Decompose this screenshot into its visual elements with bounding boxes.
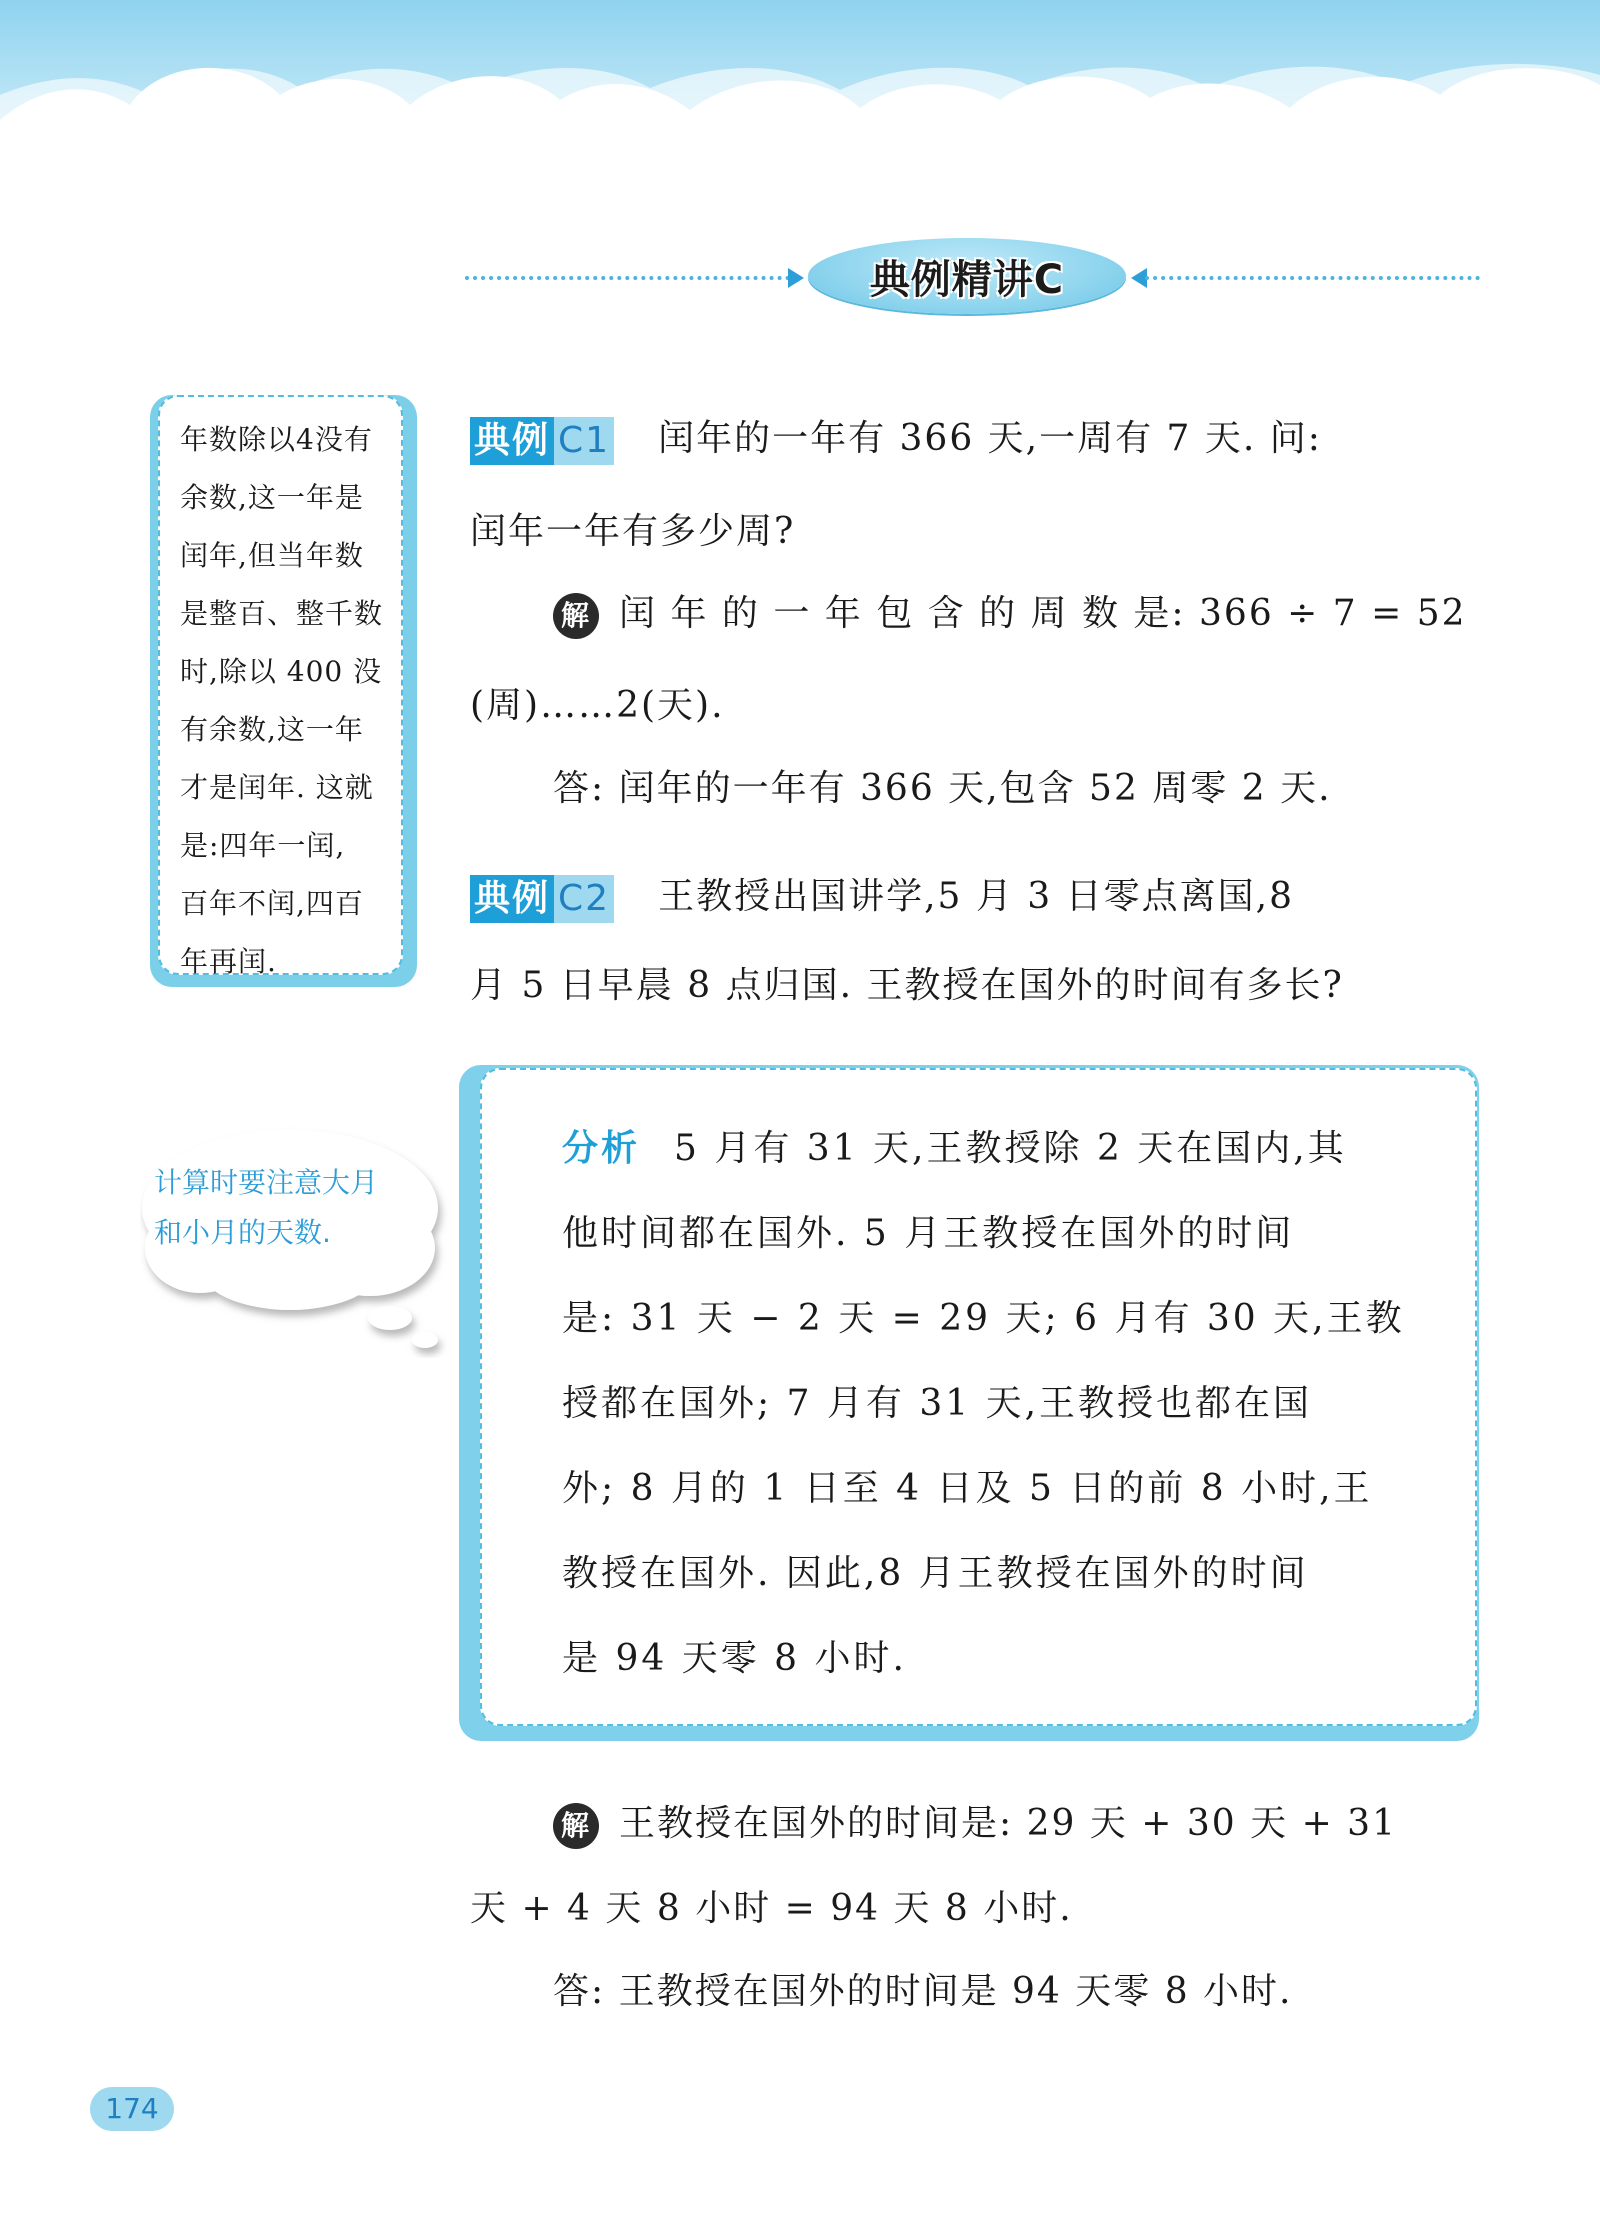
example1-solution-line2: (周)……2(天). [470, 685, 725, 726]
sidebar-note-body [158, 395, 403, 978]
example2-question-line2: 月 5 日早晨 8 点归国. 王教授在国外的时间有多长? [470, 965, 1344, 1006]
example1-question [470, 410, 1322, 465]
example-tag-code: C2 [554, 875, 614, 923]
sidebar-note-line: 闰年,但当年数 [180, 539, 364, 572]
example-tag-main: 典例 [470, 875, 554, 923]
sidebar-note-line: 是整百、整千数 [180, 597, 384, 630]
analysis-label: 分析 [562, 1128, 641, 1169]
thought-bubble-line: 计算时要注意大月 [154, 1166, 379, 1199]
dotted-rule-right [1145, 276, 1480, 280]
sidebar-note-line: 余数,这一年是 [180, 481, 364, 514]
thought-bubble [140, 1118, 450, 1358]
analysis-line: 是: 31 天 − 2 天 = 29 天; 6 月有 30 天,王教 [562, 1298, 1405, 1339]
example2-solution [553, 1795, 1397, 1849]
analysis-box [480, 1068, 1477, 1726]
analysis-line: 外; 8 月的 1 日至 4 日及 5 日的前 8 小时,王 [562, 1468, 1373, 1509]
arrow-right-icon [788, 268, 804, 288]
sidebar-note-line: 年再闰. [180, 945, 277, 978]
solution-badge: 解 [553, 1803, 599, 1849]
section-title-pill [808, 238, 1126, 314]
example2-question-line1: 王教授出国讲学,5 月 3 日零点离国,8 [658, 876, 1294, 917]
sidebar-note-line: 时,除以 400 没 [180, 655, 383, 688]
section-title: 典例精讲C [869, 256, 1065, 303]
example1-tag [470, 417, 614, 465]
example-tag-main: 典例 [470, 417, 554, 465]
example1-solution-line1: 闰 年 的 一 年 包 含 的 周 数 是: 366 ÷ 7 = 52 [619, 593, 1467, 634]
sidebar-note-line: 才是闰年. 这就 [180, 771, 374, 804]
page-number: 174 [90, 2087, 174, 2131]
sidebar-note [150, 395, 417, 987]
sidebar-note-line: 有余数,这一年 [180, 713, 364, 746]
example2-tag [470, 875, 614, 923]
sidebar-note-line: 年数除以4没有 [180, 423, 373, 456]
analysis-line [562, 1120, 1347, 1171]
example2-solution-line1: 王教授在国外的时间是: 29 天 + 30 天 + 31 [619, 1803, 1397, 1844]
sidebar-note-line: 是:四年一闰, [180, 829, 346, 862]
thought-bubble-text [154, 1158, 424, 1258]
sidebar-note-line: 百年不闰,四百 [180, 887, 364, 920]
analysis-line: 他时间都在国外. 5 月王教授在国外的时间 [562, 1213, 1295, 1254]
analysis-text: 5 月有 31 天,王教授除 2 天在国内,其 [674, 1128, 1347, 1169]
thought-bubble-line: 和小月的天数. [154, 1216, 331, 1249]
analysis-line: 是 94 天零 8 小时. [562, 1638, 907, 1679]
example2-question [470, 868, 1294, 923]
example2-answer: 答: 王教授在国外的时间是 94 天零 8 小时. [553, 1971, 1293, 2012]
analysis-line: 授都在国外; 7 月有 31 天,王教授也都在国 [562, 1383, 1313, 1424]
example1-question-line1: 闰年的一年有 366 天,一周有 7 天. 问: [658, 418, 1322, 459]
example1-answer: 答: 闰年的一年有 366 天,包含 52 周零 2 天. [553, 768, 1332, 809]
cloud-header-decoration [0, 0, 1600, 170]
section-heading [465, 238, 1480, 318]
solution-badge: 解 [553, 593, 599, 639]
example1-question-line2: 闰年一年有多少周? [470, 511, 796, 552]
example2-solution-line2: 天 + 4 天 8 小时 = 94 天 8 小时. [470, 1888, 1073, 1929]
example1-solution [553, 585, 1467, 639]
dotted-rule-left [465, 276, 790, 280]
example-tag-code: C1 [554, 417, 614, 465]
analysis-line: 教授在国外. 因此,8 月王教授在国外的时间 [562, 1553, 1309, 1594]
